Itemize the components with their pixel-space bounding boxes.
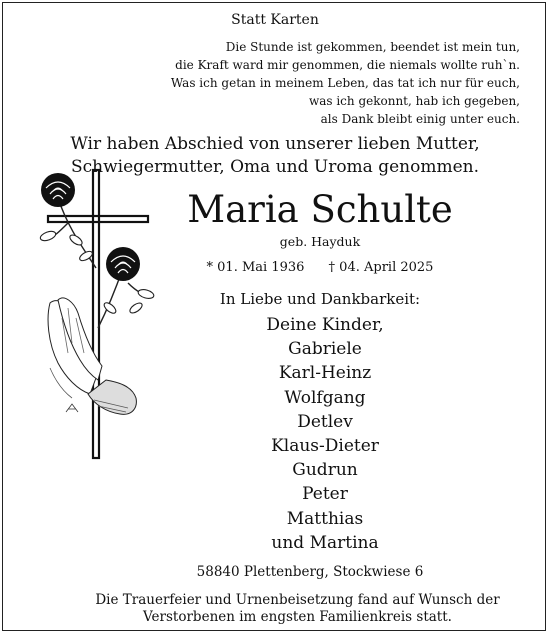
poem-line: was ich gekonnt, hab ich gegeben, bbox=[308, 94, 520, 108]
mourner-item: Karl-Heinz bbox=[278, 363, 372, 384]
mourner-item: Peter bbox=[302, 484, 348, 505]
farewell-line: Schwiegermutter, Oma und Uroma genommen. bbox=[71, 157, 479, 177]
birth-date: * 01. Mai 1936 bbox=[206, 260, 305, 275]
notice-line: Verstorbenen im engsten Familienkreis statt. bbox=[143, 609, 452, 625]
notice-line: Die Trauerfeier und Urnenbeisetzung fand auf Wunsch der bbox=[95, 592, 500, 608]
maiden-name: geb. Hayduk bbox=[279, 234, 361, 249]
farewell-line: Wir haben Abschied von unserer lieben Mutter, bbox=[70, 134, 480, 154]
poem-line: als Dank bleibt einig unter euch. bbox=[320, 112, 520, 126]
mourner-item: Deine Kinder, bbox=[266, 315, 384, 335]
mourner-item: Wolfgang bbox=[284, 387, 366, 408]
deceased-name: Maria Schulte bbox=[187, 188, 453, 231]
poem-line: die Kraft ward mir genommen, die niemals wollte ruh`n. bbox=[175, 58, 520, 72]
mourner-item: Detlev bbox=[297, 411, 353, 432]
mourner-item: Gudrun bbox=[292, 460, 358, 481]
death-date: † 04. April 2025 bbox=[328, 260, 434, 275]
poem-line: Was ich getan in meinem Leben, das tat ich nur für euch, bbox=[170, 76, 520, 90]
mourner-item: Gabriele bbox=[288, 339, 362, 360]
address: 58840 Plettenberg, Stockwiese 6 bbox=[196, 564, 424, 580]
heading: Statt Karten bbox=[231, 12, 319, 28]
mourner-item: Matthias bbox=[286, 508, 364, 529]
funeral-notice bbox=[0, 592, 550, 626]
mourner-item: Klaus-Dieter bbox=[271, 435, 379, 456]
thanks-line: In Liebe und Dankbarkeit: bbox=[219, 290, 421, 308]
poem bbox=[171, 38, 520, 128]
poem-line: Die Stunde ist gekommen, beendet ist mein tun, bbox=[225, 40, 520, 54]
life-dates bbox=[0, 260, 550, 275]
mourner-item: und Martina bbox=[271, 532, 379, 553]
mourners-list bbox=[0, 313, 550, 555]
